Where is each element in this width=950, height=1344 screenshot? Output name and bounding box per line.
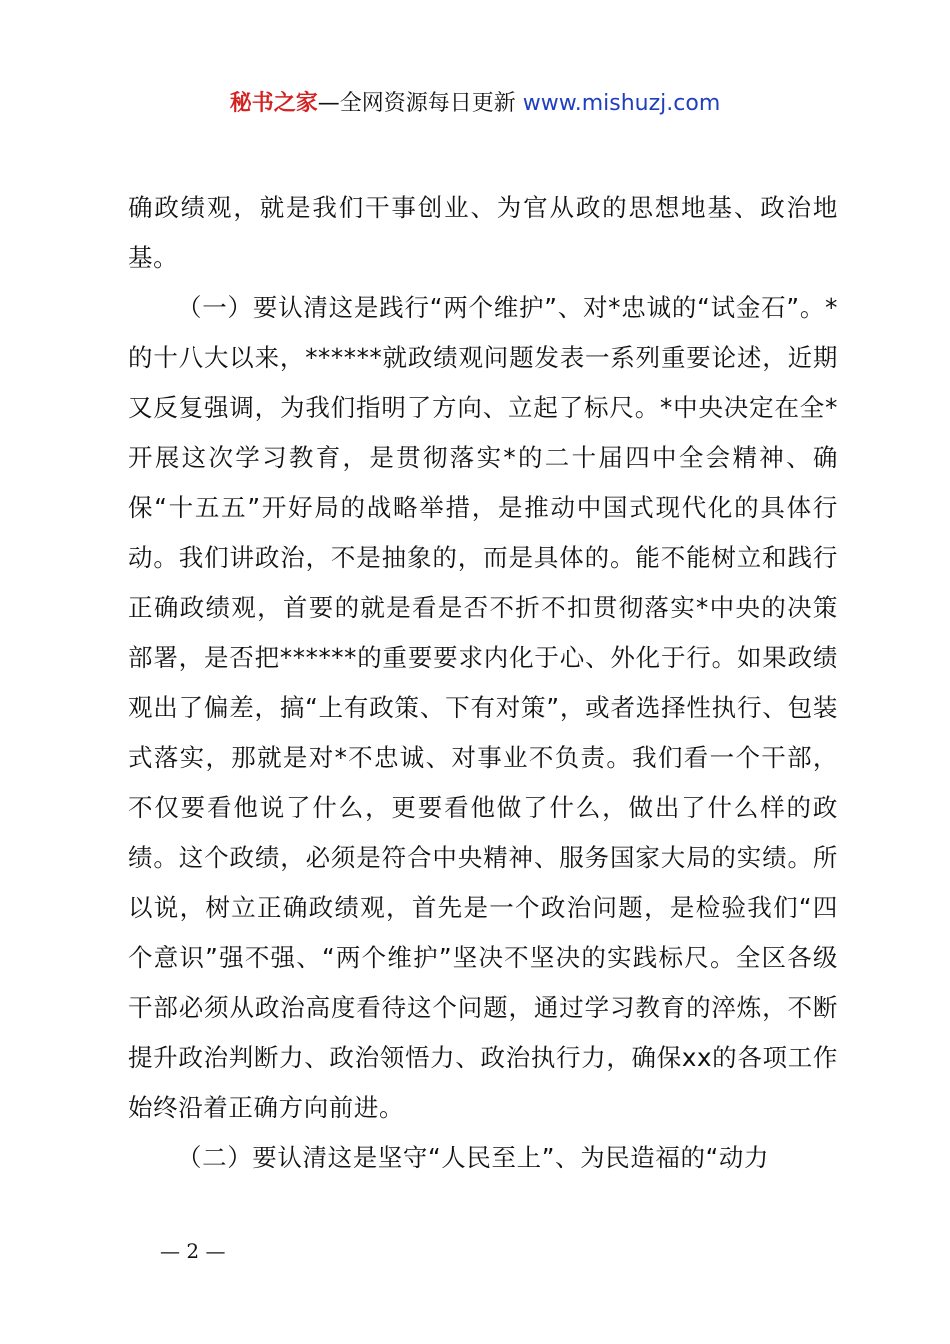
site-brand: 秘书之家	[229, 91, 318, 116]
page-number: — 2 —	[160, 1239, 226, 1263]
paragraph-section-two: （二）要认清这是坚守“人民至上”、为民造福的“动力	[177, 1143, 770, 1172]
site-tagline: —全网资源每日更新	[317, 91, 523, 116]
document-body	[128, 183, 838, 1183]
site-header	[0, 88, 950, 120]
site-url[interactable]: www.mishuzj.com	[522, 91, 721, 116]
paragraph-section-one: （一）要认清这是践行“两个维护”、对*忠诚的“试金石”。*的十八大以来，******就政绩观问题发表一系列重要论述，近期又反复强调，为我们指明了方向、立起了标尺。*中央决定在全*开展这次学习教育，是贯彻落实*的二十届四中全会精神、确保“十五五”开好局的战略举措，是推动中国式现代化的具体行动。我们讲政治，不是抽象的，而是具体的。能不能树立和践行正确政绩观，首要的就是看是否不折不扣贯彻落实*中央的决策部署，是否把******的重要要求内化于心、外化于行。如果政绩观出了偏差，搞“上有政策、下有对策”，或者选择性执行、包装式落实，那就是对*不忠诚、对事业不负责。我们看一个干部，不仅要看他说了什么，更要看他做了什么，做出了什么样的政绩。这个政绩，必须是符合中央精神、服务国家大局的实绩。所以说，树立正确政绩观，首先是一个政治问题，是检验我们“四个意识”强不强、“两个维护”坚决不坚决的实践标尺。全区各级干部必须从政治高度看待这个问题，通过学习教育的淬炼，不断提升政治判断力、政治领悟力、政治执行力，确保xx的各项工作始终沿着正确方向前进。	[128, 293, 838, 1122]
paragraph-continuation: 确政绩观，就是我们干事创业、为官从政的思想地基、政治地基。	[128, 193, 838, 272]
